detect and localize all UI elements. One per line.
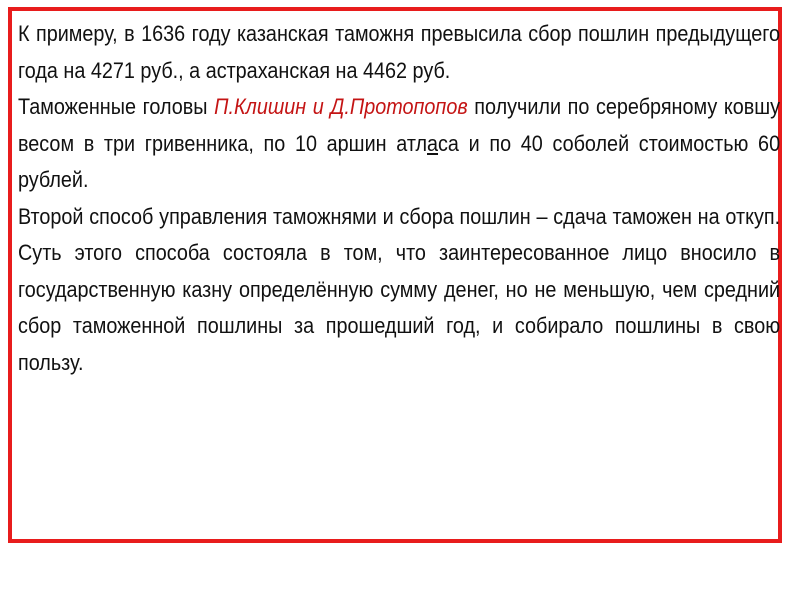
paragraph-tax-farming [18,199,780,382]
reward-text-end: са и по 40 соболей стоимостью 60 рублей. [18,130,781,192]
customs-heads-names: П.Клишин и Д.Протопопов [214,94,468,119]
reward-text-start: Таможенные головы [18,94,215,119]
paragraph-reward [18,89,780,199]
paragraph-customs-revenue [18,16,780,89]
reward-text-middle: получили по серебряному ковшу весом в три гривенника, по 10 аршин атл [18,94,781,156]
slide-text [18,16,780,381]
paragraph-tax-farming-text: Второй способ управления таможнями и сбора пошлин – сдача таможен на откуп. Суть этого способа состояла в том, что заинтересованное лицо вносило в государственную казну определённую сумму денег, но не меньшую, чем средний сбор таможенной пошлины за прошедший год, и собирало пошлины в свою пользу. [18,203,781,375]
stress-mark-letter: а [427,130,439,156]
paragraph-customs-revenue-text: К примеру, в 1636 году казанская таможня превысила сбор пошлин предыдущего года на 4271 руб., а астраханская на 4462 руб. [18,21,781,83]
